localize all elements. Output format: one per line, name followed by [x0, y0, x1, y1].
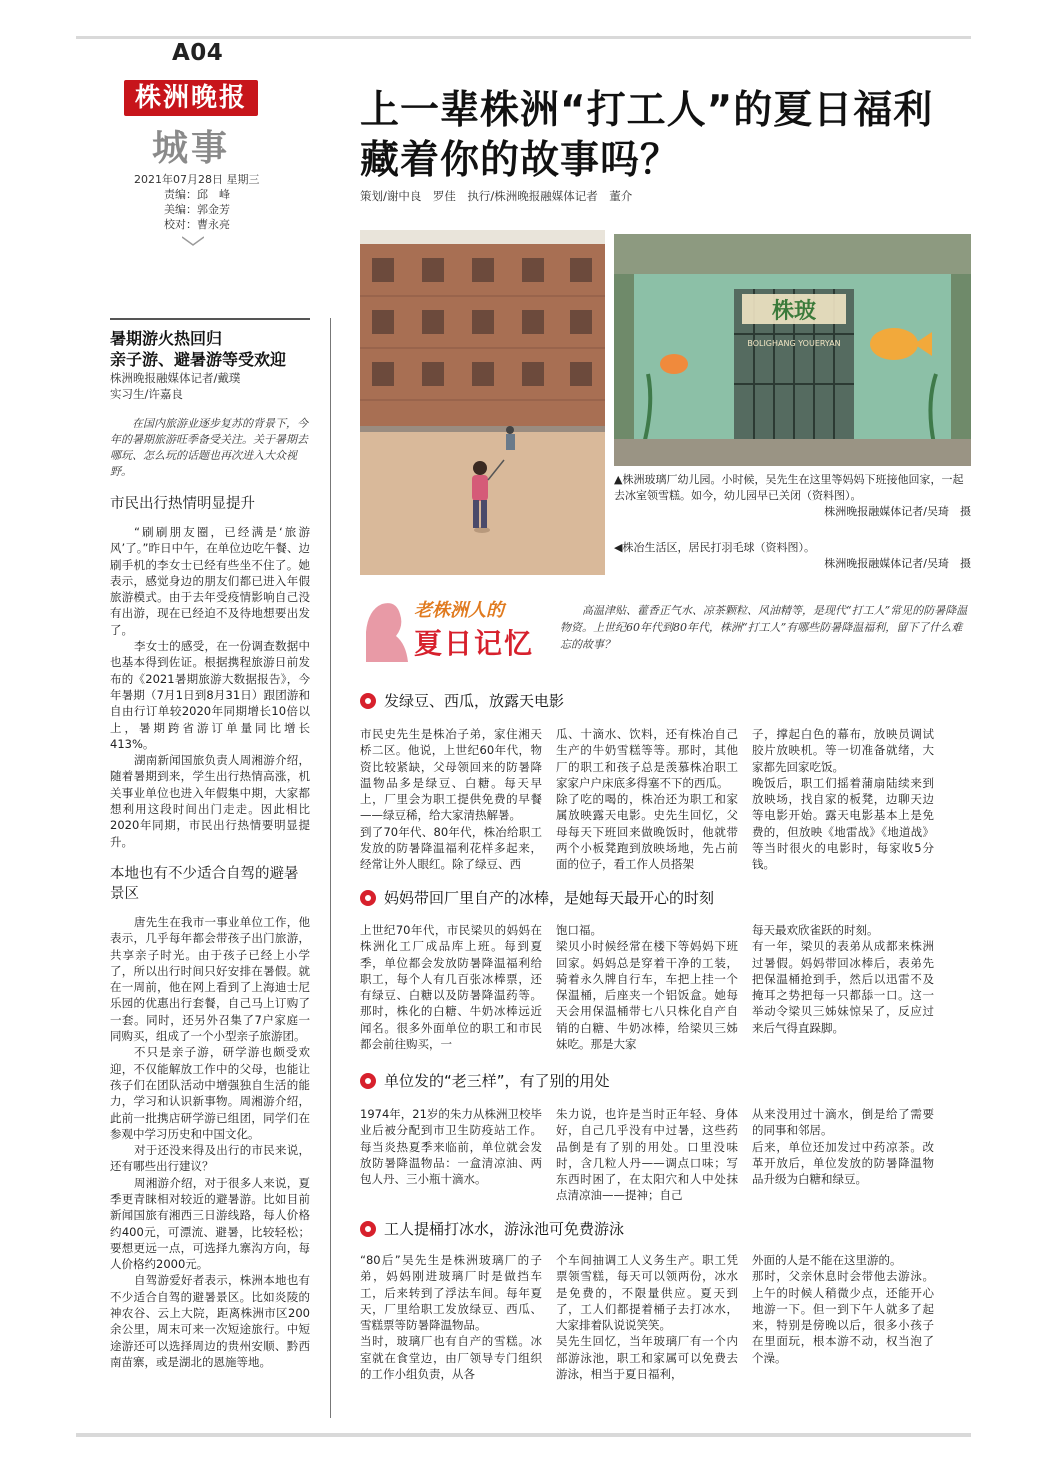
article-column: 朱力说，也许是当时正年轻、身体好，自己几乎没有中过暑，这些药品倒是有了别的用处。口里没味时，含几粒人丹——调点口味；写东西时困了，在太阳穴和人中处抹点清凉油——提神；自己: [556, 1107, 738, 1203]
sidebar-title-line2: 亲子游、避暑游等受欢迎: [110, 350, 287, 369]
top-rule: [76, 36, 971, 39]
article-column: “80后”吴先生是株洲玻璃厂的子弟，妈妈刚进玻璃厂时是做挡车工，后来转到了浮法车间。每年夏天，厂里给职工发放绿豆、西瓜、雪糕票等防暑降温物品。 当时，玻璃厂也有自产的雪糕。冰室就在食堂边，由厂领导专门组织的工作小组负责，从各: [360, 1253, 542, 1382]
sidebar-top-rule: [110, 318, 310, 320]
banner-title-line1: 老株洲人的: [414, 600, 504, 621]
paragraph: 不只是亲子游，研学游也颇受欢迎，不仅能解放工作中的父母，也能让孩子们在团队活动中增强独自生活的能力，学习和认识新事物。周湘游介绍，此前一批携店研学游已组团，同学们在参观中学习历史和中国文化。: [110, 1045, 310, 1141]
paragraph: 湖南新闻国旅负责人周湘游介绍，随着暑期到来，学生出行热情高涨，机关事业单位也进入年假集中期，大家都想利用这段时间出门走走。因此相比2020年同期，市民出行热情要明显提升。: [110, 753, 310, 849]
sidebar-body: [110, 524, 310, 850]
paragraph: “刷刷朋友圈，已经满是‘旅游风’了。”昨日中午，在单位边吃午餐、边刷手机的李女士已经有些坐不住了。她表示，感觉身边的朋友们都已进入年假旅游模式。由于去年受疫情影响自己没有出游，现在已经迫不及待地想要出发了。: [110, 525, 310, 637]
edition-meta: [134, 172, 274, 232]
feature-headline: [360, 86, 933, 186]
banner-title-line2: 夏日记忆: [414, 627, 535, 660]
photo-badminton: [360, 230, 605, 575]
column-divider: [330, 318, 331, 1418]
gate-sign: 株玻: [771, 299, 817, 324]
article-column: 饱口福。 梁贝小时候经常在楼下等妈妈下班回家。妈妈总是穿着干净的工装，骑着永久牌自行车，车把上挂一个保温桶，后座夹一个铝饭盒。她每天会用保温桶带七八只株化自产自销的白糖、牛奶冰棒，给梁贝三姊妹吃。那是大家: [556, 923, 738, 1052]
article-column: 市民史先生是株冶子弟，家住湘天桥二区。他说，上世纪60年代，物资比较紧缺，父母领回来的防暑降温物品多是绿豆、白糖。每天早上，厂里会为职工提供免费的早餐——绿豆稀，给大家清热解暑。 到了70年代、80年代，株冶给职工发放的防暑降温福利花样多起来，经常让外人眼红。除了绿豆、西: [360, 727, 542, 872]
article-column: 外面的人是不能在这里游的。 那时，父亲休息时会带他去游泳。上午的时候人稍微少点，还能开心地游一下。但一到下午人就多了起来，特别是傍晚以后，很多小孩子在里面玩，根本游不动，权当泡了个澡。: [752, 1253, 934, 1365]
caption-text: ▲株洲玻璃厂幼儿园。小时候，吴先生在这里等妈妈下班接他回家，一起去冰室领雪糕。如今，幼儿园早已关闭（资料图）。: [614, 473, 964, 502]
sidebar-title-line1: 暑期游火热回归: [110, 329, 223, 348]
proofreader-credit: 校对：曹永亮: [164, 218, 230, 231]
paragraph: 对于还没来得及出行的市民来说，还有哪些出行建议？: [110, 1143, 310, 1174]
article-column: 从来没用过十滴水，倒是给了需要的同事和邻居。 后来，单位还加发过中药凉茶。改革开放后，单位发放的防暑降温物品升级为白糖和绿豆。: [752, 1107, 934, 1187]
paragraph: 唐先生在我市一事业单位工作，他表示，几乎每年都会带孩子出门旅游，共享亲子时光。由于孩子已经上小学了，所以出行时间只好安排在暑假。就在一周前，他在网上看到了上海迪士尼乐园的优惠出行套餐，自己马上订购了一套。同时，还另外召集了7户家庭一同购买，组成了一个小型亲子旅游团。: [110, 914, 310, 1044]
section-bullet-icon: [360, 693, 376, 709]
paragraph: 李女士的感受，在一份调查数据中也基本得到佐证。根据携程旅游日前发布的《2021暑期旅游大数据报告》，今年暑期（7月1日到8月31日）跟团游和自由行订单较2020年同期增长10倍以上，暑期跨省游订单量同比增长413%。: [110, 639, 310, 751]
caption-photo-credit: 株洲晚报融媒体记者/吴琦 摄: [824, 505, 971, 518]
sidebar-body: [110, 914, 310, 1370]
article-column: 瓜、十滴水、饮料，还有株冶自己生产的牛奶雪糕等等。那时，其他厂的职工和孩子总是羡慕株冶职工家家户户床底多得塞不下的西瓜。 除了吃的喝的，株冶还为职工和家属放映露天电影。史先生回忆，父母每天下班回来做晚饭时，他就带两个小板凳跑到放映场地，先占前面的位子，看工作人员搭架: [556, 727, 738, 872]
bottom-rule: [76, 1433, 971, 1437]
article-column: 每天最欢欣雀跃的时刻。 有一年，梁贝的表弟从成都来株洲过暑假。妈妈带回冰棒后，表弟先把保温桶抢到手，然后以迅雷不及掩耳之势把每一只都舔一口。这一举动令梁贝三姊妹惊呆了，反应过来后气得直跺脚。: [752, 923, 934, 1035]
paragraph: 周湘游介绍，对于很多人来说，夏季更青睐相对较近的避暑游。比如目前新闻国旅有湘西三日游线路，每人价格约400元，可漂流、避暑，比较轻松；要想更远一点，可选择九寨沟方向，每人价格约2000元。: [110, 1175, 310, 1272]
section-heading: [360, 1218, 624, 1239]
section-bullet-icon: [360, 890, 376, 906]
section-heading: [360, 887, 714, 908]
caption-kindergarten: [614, 472, 971, 520]
masthead-logo: 株洲晚报: [124, 80, 258, 116]
article-column: 子，撑起白色的幕布，放映员调试胶片放映机。等一切准备就绪，大家都先回家吃饭。 晚饭后，职工们摇着蒲扇陆续来到放映场，找自家的板凳，边聊天边等电影开始。露天电影基本上是免费的，但放映《地雷战》《地道战》等当时很火的电影时，每家收5分钱。: [752, 727, 934, 872]
section-heading: [360, 690, 564, 711]
caption-badminton: [614, 540, 971, 572]
article-column: 1974年，21岁的朱力从株洲卫校毕业后被分配到市卫生防疫站工作。每当炎热夏季来临前，单位就会发放防暑降温物品：一盒清凉油、两包人丹、三小瓶十滴水。: [360, 1107, 542, 1187]
caption-photo-credit: 株洲晚报融媒体记者/吴琦 摄: [824, 557, 971, 570]
section-bullet-icon: [360, 1221, 376, 1237]
sidebar-byline-intern: 实习生/许嘉良: [110, 387, 183, 401]
chevron-down-icon: [182, 236, 204, 246]
caption-text: ◀株冶生活区，居民打羽毛球（资料图）。: [614, 541, 815, 554]
edition-date: 2021年07月28日 星期三: [134, 173, 260, 186]
section-title: 单位发的“老三样”，有了别的用处: [384, 1072, 610, 1090]
headline-line2: 藏着你的故事吗？: [360, 138, 681, 183]
headline-line1: 上一辈株洲“打工人”的夏日福利: [360, 88, 934, 133]
sidebar-subhead: 市民出行热情明显提升: [110, 496, 255, 512]
sidebar-subhead: 本地也有不少适合自驾的避暑景区: [110, 865, 299, 902]
article-column: 个车间抽调工人义务生产。职工凭票领雪糕，每天可以领两份，冰水是免费的，不限量供应。夏天到了，工人们都提着桶子去打冰水，大家排着队说说笑笑。 吴先生回忆，当年玻璃厂有一个内部游泳池，职工和家属可以免费去游泳，相当于夏日福利，: [556, 1253, 738, 1382]
page-number: A04: [172, 40, 224, 66]
editor-credit: 责编：邱 峰: [164, 188, 230, 201]
feature-credit: 策划/谢中良 罗佳 执行/株洲晚报融媒体记者 董介: [360, 189, 633, 203]
memory-banner-logo: [360, 592, 544, 664]
section-title: 发绿豆、西瓜，放露天电影: [384, 692, 565, 710]
section-title: 工人提桶打冰水，游泳池可免费游泳: [384, 1220, 625, 1238]
section-heading: [360, 1070, 610, 1091]
paragraph: 自驾游爱好者表示，株洲本地也有不少适合自驾的避暑景区。比如炎陵的神农谷、云上大院，距离株洲市区200余公里，周末可来一次短途旅行。中短途游还可以选择周边的贵州安顺、黔西南苗寨，或是湖北的恩施等地。: [110, 1273, 310, 1369]
photo-kindergarten-gate: [614, 234, 971, 466]
art-editor-credit: 美编：郭金芳: [164, 203, 230, 216]
gate-sign-en: BOLIGHANG YOUERYAN: [747, 339, 841, 348]
banner-intro: 高温津贴、藿香正气水、凉茶颗粒、风油精等，是现代“打工人”常见的防暑降温物资。上世纪60年代到80年代，株洲“打工人”有哪些防暑降温福利，留下了什么难忘的故事？: [560, 604, 968, 651]
section-title: 城事: [152, 127, 231, 169]
sidebar-lede: 在国内旅游业逐步复苏的背景下，今年的暑期旅游旺季备受关注。关于暑期去哪玩、怎么玩的话题也再次进入大众视野。: [110, 417, 308, 478]
badminton-photo-illustration: [360, 230, 605, 575]
kindergarten-photo-illustration: [614, 234, 971, 466]
sidebar-byline: 株洲晚报融媒体记者/戴璞: [110, 371, 241, 385]
section-bullet-icon: [360, 1073, 376, 1089]
sidebar-article: [110, 328, 310, 1370]
section-title: 妈妈带回厂里自产的冰棒，是她每天最开心的时刻: [384, 889, 715, 907]
article-column: 上世纪70年代，市民梁贝的妈妈在株洲化工厂成品库上班。每到夏季，单位都会发放防暑降温福利给职工，每个人有几百张冰棒票，还有绿豆、白糖以及防暑降温药等。那时，株化的白糖、牛奶冰棒远近闻名。很多外面单位的职工和市民都会前往购买，一: [360, 923, 542, 1052]
